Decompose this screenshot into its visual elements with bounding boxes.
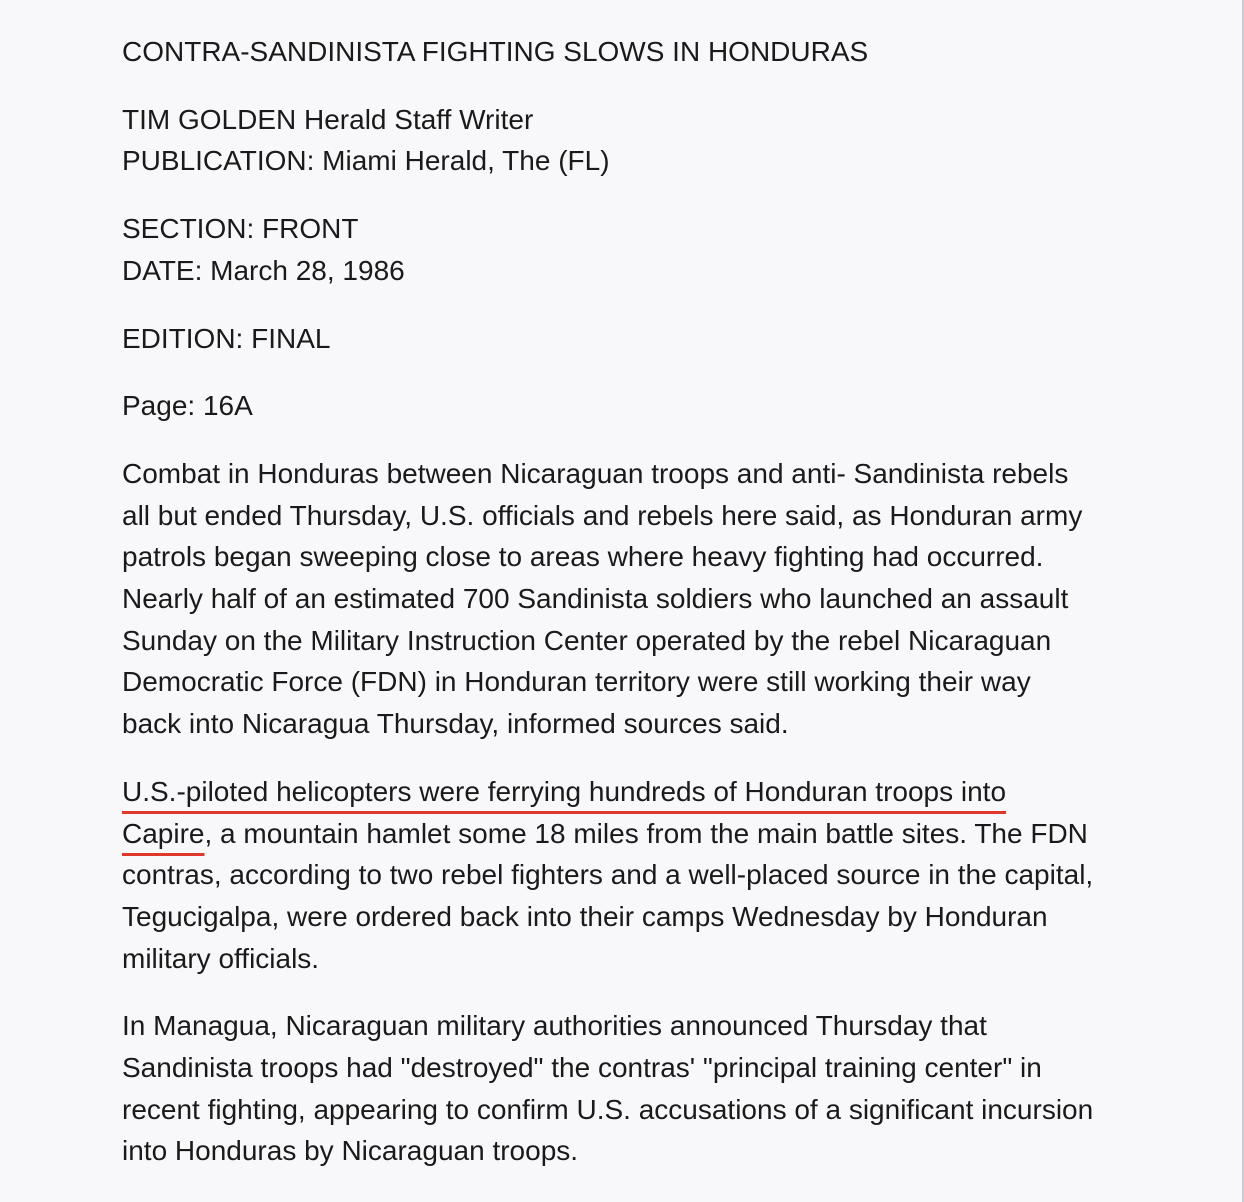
paragraph-line (122, 813, 1222, 855)
byline-block (122, 99, 1222, 182)
paragraph-line: all but ended Thursday, U.S. officials and rebels here said, as Honduran army (122, 499, 1083, 531)
underlined-text: U.S.-piloted helicopters were ferrying hundreds of Honduran troops into (122, 775, 1007, 807)
paragraph-line: Democratic Force (FDN) in Honduran territory were still working their way (122, 666, 1031, 698)
paragraph-line: Sandinista troops had "destroyed" the contras' "principal training center" in (122, 1052, 1042, 1084)
paragraph-line: Combat in Honduras between Nicaraguan troops and anti- Sandinista rebels (122, 457, 1069, 489)
edition: EDITION: FINAL (122, 322, 331, 354)
paragraph-1 (122, 453, 1222, 745)
paragraph-line: Nearly half of an estimated 700 Sandinista soldiers who launched an assault (122, 583, 1069, 615)
paragraph-line: Tegucigalpa, were ordered back into their camps Wednesday by Honduran (122, 900, 1048, 932)
page-block (122, 385, 1222, 427)
section-date-block (122, 208, 1222, 291)
edition-block (122, 318, 1222, 360)
underlined-text: Capire (122, 817, 205, 849)
paragraph-text: , a mountain hamlet some 18 miles from the main battle sites. The FDN (204, 817, 1088, 849)
paragraph-line (122, 771, 1222, 813)
paragraph-2 (122, 771, 1222, 980)
paragraph-line: patrols began sweeping close to areas where heavy fighting had occurred. (122, 541, 1044, 573)
paragraph-line: back into Nicaragua Thursday, informed sources said. (122, 708, 789, 740)
paragraph-line: into Honduras by Nicaraguan troops. (122, 1135, 579, 1167)
byline: TIM GOLDEN Herald Staff Writer (122, 103, 534, 135)
publication: PUBLICATION: Miami Herald, The (FL) (122, 145, 610, 177)
page-number: Page: 16A (122, 390, 253, 422)
article (122, 31, 1222, 1172)
headline: CONTRA-SANDINISTA FIGHTING SLOWS IN HONDURAS (122, 36, 869, 67)
paragraph-line: Sunday on the Military Instruction Center operated by the rebel Nicaraguan (122, 624, 1052, 656)
section: SECTION: FRONT (122, 213, 359, 245)
paragraph-line: In Managua, Nicaraguan military authorities announced Thursday that (122, 1010, 987, 1042)
date: DATE: March 28, 1986 (122, 254, 405, 286)
paragraph-line: military officials. (122, 942, 320, 974)
paragraph-line: recent fighting, appearing to confirm U.S. accusations of a significant incursion (122, 1093, 1094, 1125)
headline-block (122, 31, 1222, 73)
paragraph-3 (122, 1005, 1222, 1172)
paragraph-line: contras, according to two rebel fighters and a well-placed source in the capital, (122, 859, 1094, 891)
